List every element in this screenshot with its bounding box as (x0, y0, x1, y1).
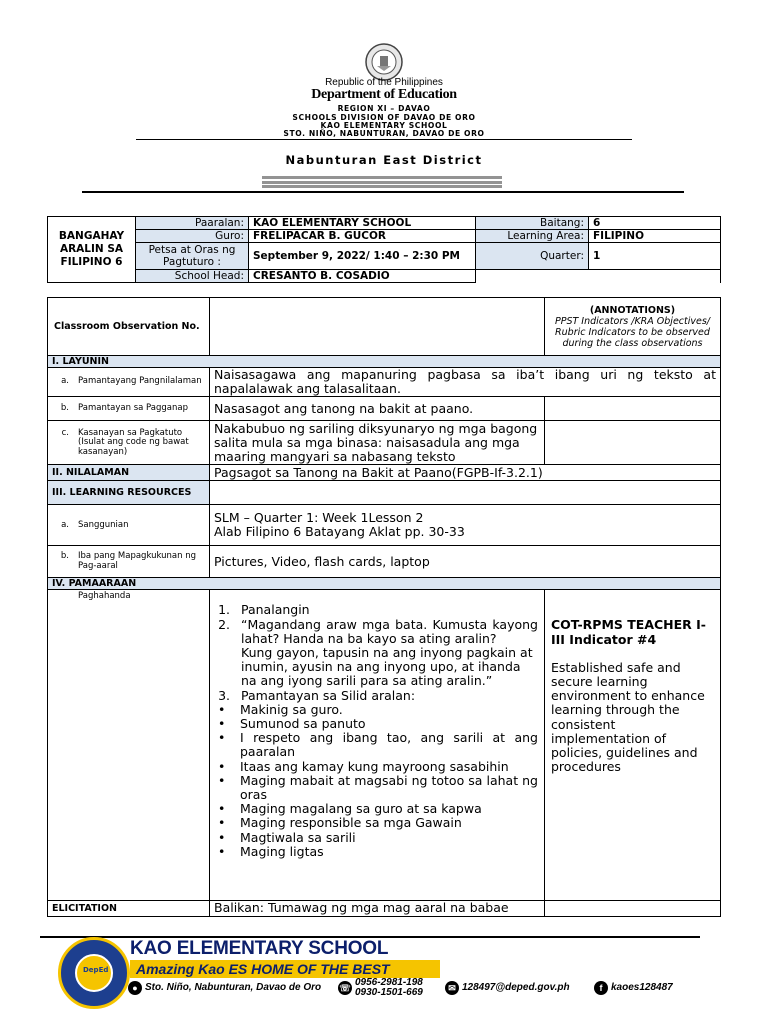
indicator-text: Established safe and secure learning environment to enhance learning through the consistent implementation of policies, guidelines and procedures (551, 659, 705, 775)
elicitation-note (545, 901, 721, 916)
empty-cell (476, 270, 589, 283)
footer-facebook-text: kaoes128487 (611, 982, 673, 993)
location-pin-icon: ● (128, 981, 142, 995)
learning-area-value: FILIPINO (589, 230, 721, 243)
sanggunian-label (48, 505, 210, 546)
department-title: Department of Education (311, 87, 457, 102)
header-divider-thick (82, 191, 684, 193)
observation-value (210, 298, 545, 356)
annotations-header (545, 298, 721, 356)
grade-value: 6 (589, 217, 721, 230)
nilalaman-heading: II. NILALAMAN (48, 465, 210, 481)
date-label: Petsa at Oras ng Pagtuturo : (136, 243, 249, 270)
label: Iba pang Mapagkukunan ng Pag-aaral (78, 551, 197, 571)
grade-label: Baitang: (476, 217, 589, 230)
label: Sanggunian (78, 519, 129, 530)
school-value: KAO ELEMENTARY SCHOOL (249, 217, 476, 230)
iba-pang-label (48, 546, 210, 578)
elicitation-text: Balikan: Tumawag ng mga mag aaral na babae (210, 901, 545, 916)
sanggunian-line-2: Alab Filipino 6 Batayang Aklat pp. 30-33 (214, 524, 465, 540)
region-text: REGION XI – DAVAO (337, 104, 431, 113)
step-item: 1. Panalangin (234, 603, 538, 617)
rule-item: • Maging responsible sa mga Gawain (214, 816, 538, 830)
school-logo (58, 937, 130, 1009)
rule-item: • Magtiwala sa sarili (214, 831, 538, 845)
pamamaraan-heading: IV. PAMAARAAN (48, 578, 721, 590)
paghahanda-label: Paghahanda (48, 590, 210, 901)
quarter-label: Quarter: (476, 243, 589, 270)
rule-item: • I respeto ang ibang tao, ang sarili at ang paaralan (214, 731, 538, 759)
step-2-instruction: Kung gayon, tapusin na ang inyong pagkain at inumin, ayusin na ang inyong upo, at ihanda na ang iyong sarili para sa ating aralin.” (241, 645, 533, 689)
footer-phone-2: 0930-1501-669 (355, 987, 423, 998)
footer-school-name: KAO ELEMENTARY SCHOOL (130, 938, 389, 959)
district-title: Nabunturan East District (285, 153, 483, 167)
spacer (551, 647, 716, 661)
empty-cell (589, 270, 721, 283)
layunin-heading: I. LAYUNIN (48, 356, 721, 368)
steps-list (214, 603, 538, 702)
email-icon: ✉ (445, 981, 459, 995)
layunin-item-b-label (48, 397, 210, 421)
sanggunian-text (210, 505, 721, 546)
letter: a. (61, 376, 69, 387)
resources-heading: III. LEARNING RESOURCES (48, 481, 210, 505)
letter: b. (60, 403, 69, 414)
footer-motto: Amazing Kao ES HOME OF THE BEST (130, 960, 440, 978)
rule-item: • Maging magalang sa guro at sa kapwa (214, 802, 538, 816)
footer-phones (338, 978, 423, 998)
step-item (234, 689, 538, 703)
date-value: September 9, 2022/ 1:40 – 2:30 PM (249, 243, 476, 270)
blurred-line (262, 185, 502, 188)
nilalaman-text: Pagsagot sa Tanong na Bakit at Paano(FGPB-If-3.2.1) (210, 465, 721, 481)
annotations-title: (ANNOTATIONS) (589, 304, 676, 316)
school-logo-text: DepEd (83, 966, 109, 974)
observation-label: Classroom Observation No. (48, 298, 210, 356)
step-2-greeting: 2. “Magandang araw mga bata. Kumusta kayong lahat? Handa na ba kayo sa ating aralin? (241, 616, 538, 646)
letter: b. (60, 551, 69, 562)
quarter-value: 1 (589, 243, 721, 270)
resources-empty (210, 481, 721, 505)
layunin-item-a-label (48, 368, 210, 397)
footer-address (128, 981, 321, 995)
footer-email (445, 981, 570, 995)
school-head-value: CRESANTO B. COSADIO (249, 270, 476, 283)
step-item (234, 618, 538, 689)
teacher-value: FRELIPACAR B. GUCOR (249, 230, 476, 243)
paghahanda-annotation (545, 590, 721, 901)
school-head-label: School Head: (136, 270, 249, 283)
layunin-item-c-label (48, 421, 210, 465)
sanggunian-line-1: SLM – Quarter 1: Week 1Lesson 2 (214, 510, 424, 526)
school-label: Paaralan: (136, 217, 249, 230)
layunin-item-b-note (545, 397, 721, 421)
annotations-subtitle: PPST Indicators /KRA Objectives/ Rubric Indicators to be observed during the class observations (554, 315, 710, 349)
teacher-label: Guro: (136, 230, 249, 243)
phone-icon: ☏ (339, 983, 351, 993)
rule-item: • Sumunod sa panuto (214, 717, 538, 731)
rule-item: • Maging mabait at magsabi ng totoo sa lahat ng oras (214, 774, 538, 802)
letter: a. (61, 519, 69, 530)
layunin-item-b-text: Nasasagot ang tanong na bakit at paano. (210, 397, 545, 421)
label: Pamantayang Pangnilalaman (78, 376, 202, 387)
republic-text: Republic of the Philippines (325, 77, 443, 88)
letter: c. (61, 427, 69, 438)
rule-item: • Maging ligtas (214, 845, 538, 859)
layunin-item-a-text: Naisasagawa ang mapanuring pagbasa sa iba’t ibang uri ng teksto at napalalawak ang talasalitaan. (210, 368, 721, 397)
indicator-title: COT-RPMS TEACHER I-III Indicator #4 (551, 617, 706, 647)
learning-area-label: Learning Area: (476, 230, 589, 243)
footer-address-text: Sto. Niño, Nabunturan, Davao de Oro (145, 982, 322, 993)
blurred-line (262, 181, 502, 184)
footer-facebook (594, 981, 673, 995)
rule-item: • Makinig sa guro. (214, 703, 538, 717)
footer-phone-list (355, 978, 423, 998)
footer-email-text: 128497@deped.gov.ph (462, 982, 570, 993)
label: Kasanayan sa Pagkatuto (Isulat ang code ng bawat kasanayan) (78, 427, 189, 457)
rule-item: • Itaas ang kamay kung mayroong sasabihin (214, 760, 538, 774)
lesson-plan-title: BANGAHAY ARALIN SA FILIPINO 6 (48, 217, 136, 283)
deped-seal-icon (358, 42, 410, 82)
iba-pang-text: Pictures, Video, flash cards, laptop (210, 546, 721, 578)
address-text: STO. NIÑO, NABUNTURAN, DAVAO DE ORO (283, 129, 485, 138)
footer-phone-1: 0956-2981-198 (355, 977, 423, 988)
step-3-title: 3. Pamantayan sa Silid aralan: (241, 687, 416, 703)
elicitation-label: ELICITATION (48, 901, 210, 916)
blurred-line (262, 176, 502, 179)
rules-list (214, 703, 538, 859)
school-text: KAO ELEMENTARY SCHOOL (320, 121, 448, 130)
lesson-plan-table (47, 297, 721, 917)
layunin-item-c-note (545, 421, 721, 465)
label: Pamantayan sa Pagganap (78, 403, 188, 414)
layunin-item-c-text: Nakabubuo ng sariling diksyunaryo ng mga bagong salita mula sa mga binasa: naisasadula ang mga maaring mangyari sa nabasang teksto (210, 421, 545, 465)
facebook-icon: f (594, 981, 608, 995)
paghahanda-content (210, 590, 545, 901)
division-text: SCHOOLS DIVISION OF DAVAO DE ORO (292, 113, 476, 122)
header-divider (136, 139, 632, 140)
lesson-info-table (47, 216, 721, 283)
